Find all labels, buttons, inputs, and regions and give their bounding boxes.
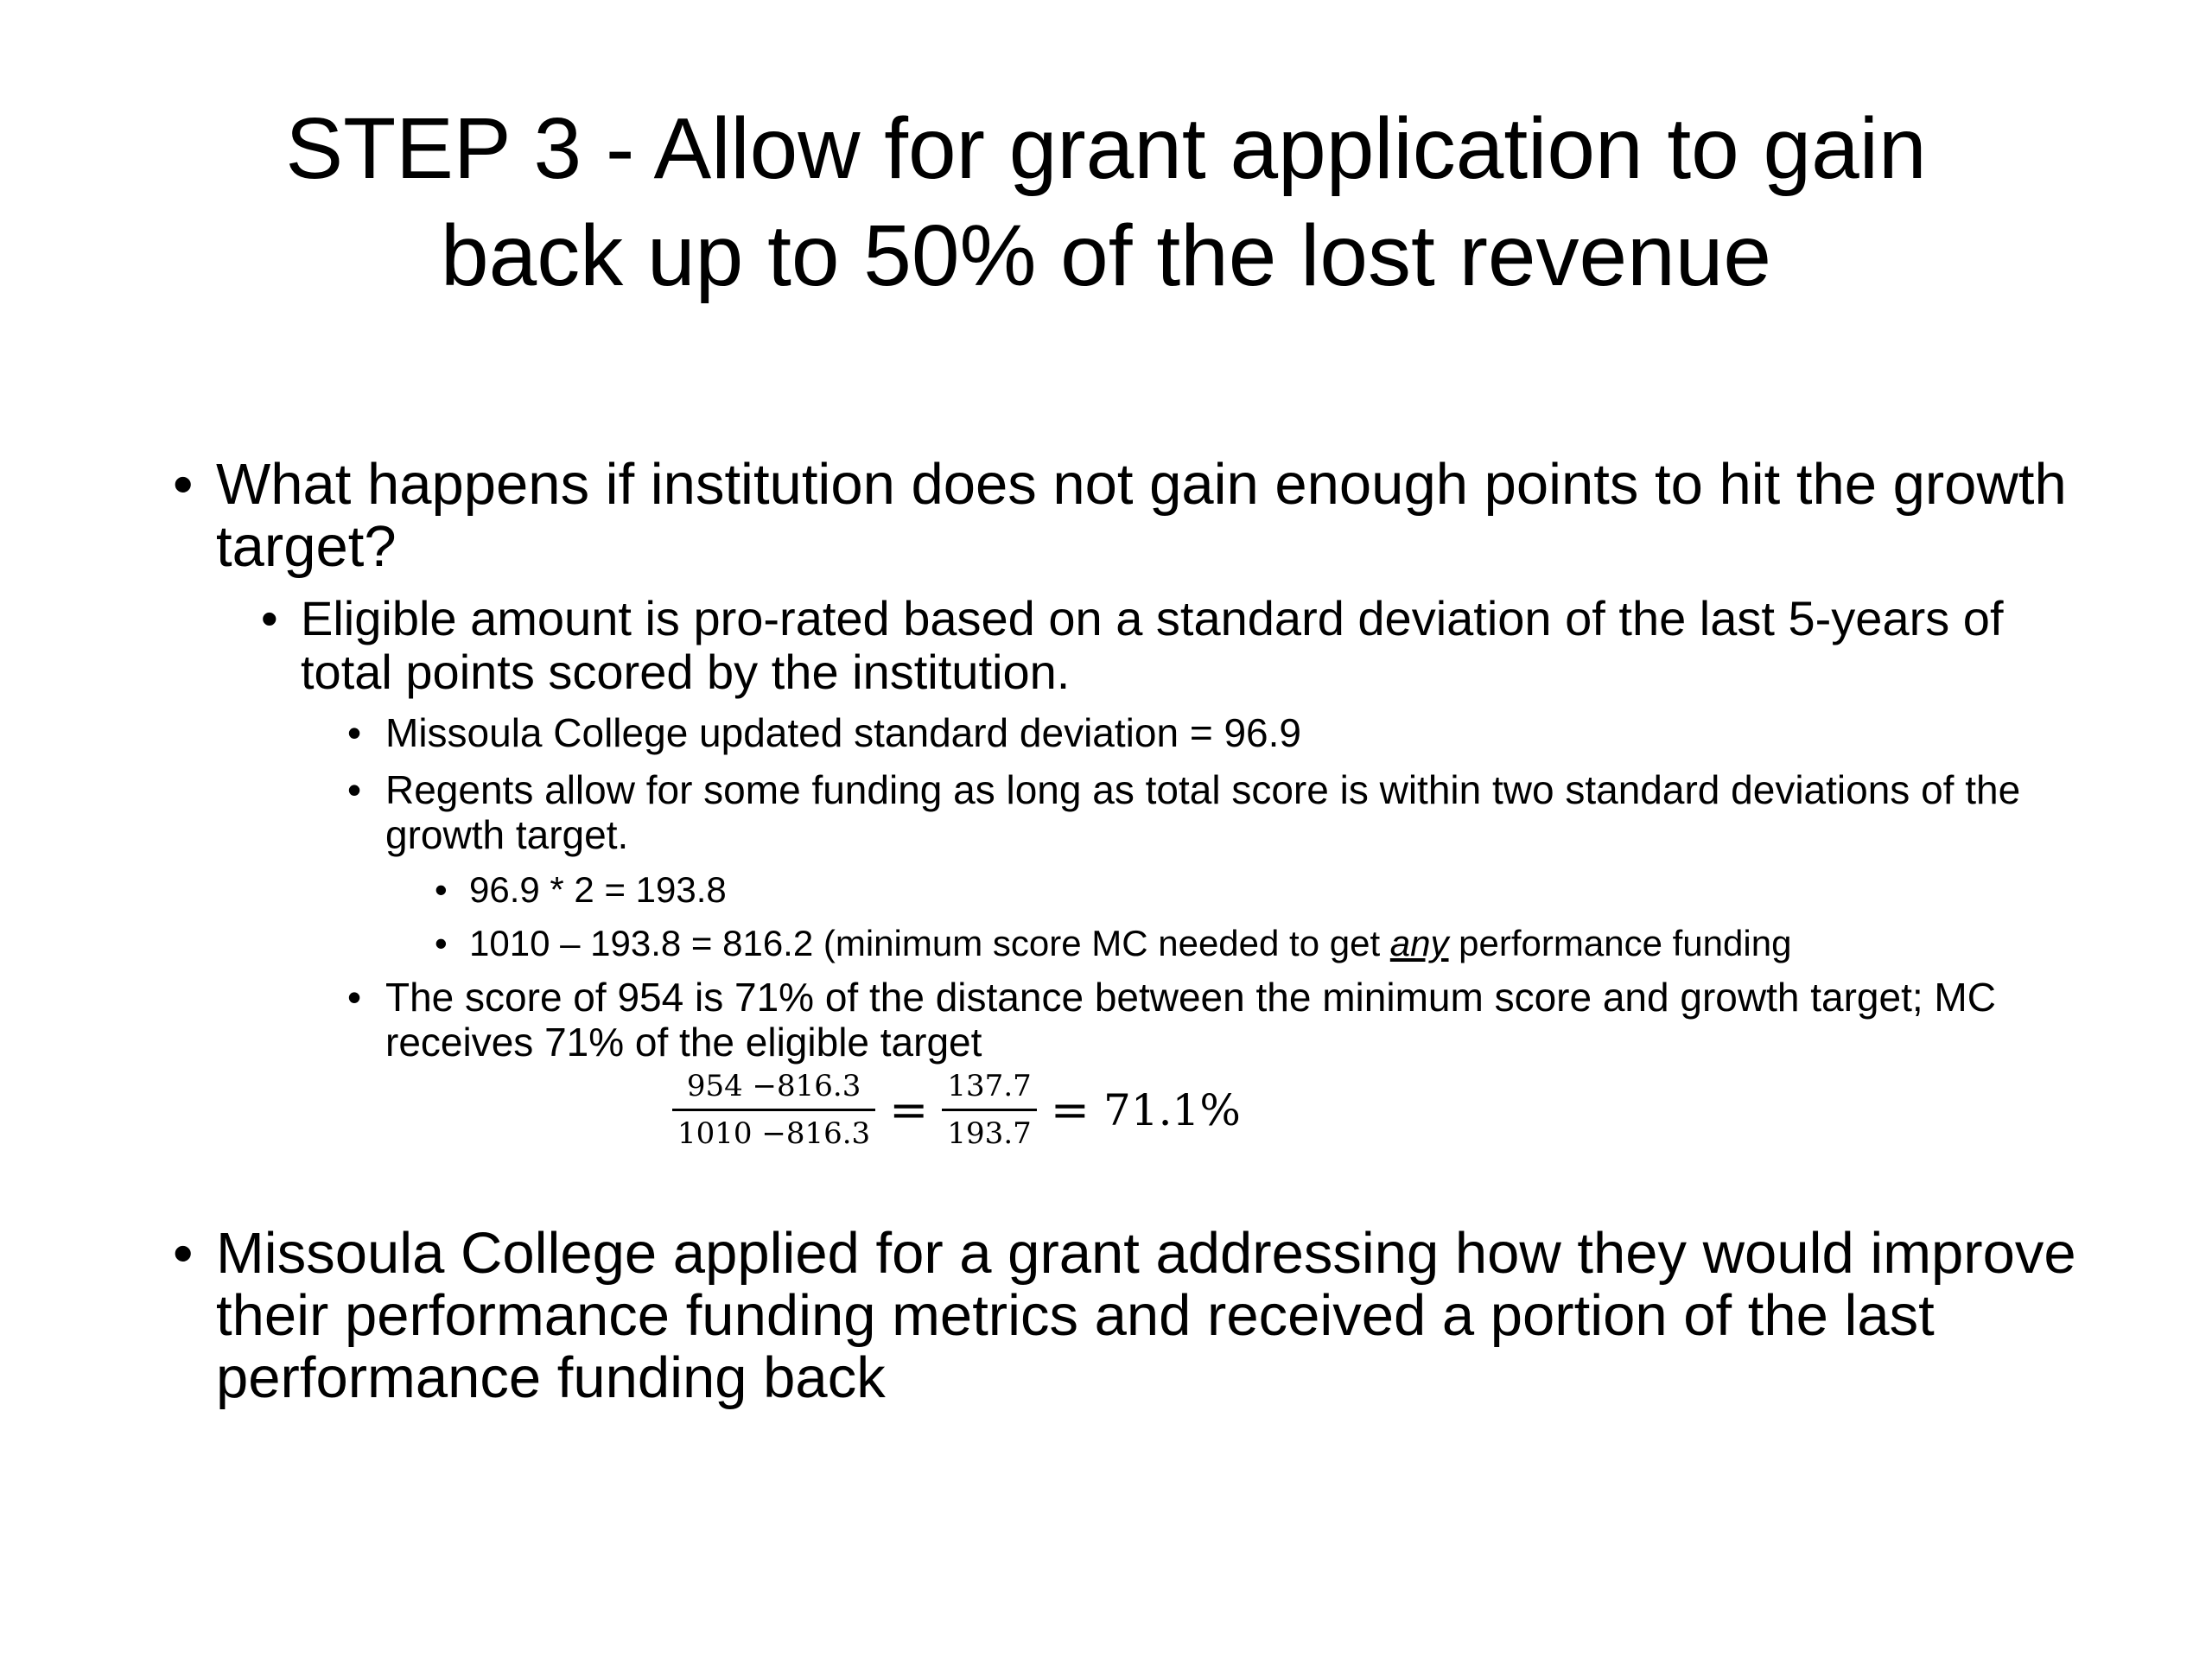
title-line-2: back up to 50% of the lost revenue: [441, 207, 1771, 304]
bullet-level4-double-deviation: [435, 868, 2094, 912]
bullet-text: Missoula College applied for a grant addressing how they would improve their performance funding metrics and received a portion of the last performance funding back: [216, 1221, 2076, 1410]
equals-sign: =: [1050, 1083, 1090, 1137]
slide-title: [138, 95, 2074, 309]
fraction-1-numerator: 954 −816.3: [686, 1069, 861, 1103]
bullet-level3-score-distance: [347, 975, 2096, 1065]
bullet-text-before: 1010 – 193.8 = 816.2 (minimum score MC needed to get: [469, 923, 1390, 963]
bullet-level4-minimum-score: [435, 921, 2111, 966]
bullet-dot: •: [435, 869, 448, 910]
bullet-text: What happens if institution does not gain enough points to hit the growth target?: [216, 452, 2067, 579]
bullet-text: Missoula College updated standard deviation = 96.9: [385, 710, 1301, 755]
bullet-dot: •: [347, 710, 362, 755]
bullet-text: Eligible amount is pro-rated based on a standard deviation of the last 5-years of total points scored by the institution.: [301, 591, 2004, 699]
bullet-dot: •: [435, 923, 448, 963]
bullet-text: 96.9 * 2 = 193.8: [469, 869, 727, 910]
bullet-text-after: performance funding: [1448, 923, 1792, 963]
bullet-dot: •: [261, 591, 278, 645]
equation: [672, 1067, 1241, 1153]
bullet-level2-eligible-amount: [261, 591, 2081, 699]
bullet-level3-regents: [347, 767, 2096, 857]
bullet-text: Regents allow for some funding as long as total score is within two standard deviations of the growth target.: [385, 767, 2021, 857]
fraction-2-numerator: 137.7: [947, 1069, 1032, 1103]
fraction-bar: [942, 1109, 1036, 1111]
bullet-dot: •: [347, 975, 362, 1020]
fraction-2: [942, 1067, 1036, 1153]
fraction-1: [672, 1067, 875, 1153]
equation-result: 71.1%: [1103, 1084, 1241, 1135]
bullet-dot: •: [173, 1221, 194, 1286]
bullet-text: The score of 954 is 71% of the distance between the minimum score and growth target; MC receives 71% of the eligible target: [385, 975, 1996, 1065]
bullet-level3-std-deviation: [347, 710, 2096, 755]
fraction-bar: [672, 1109, 875, 1111]
bullet-dot: •: [347, 767, 362, 812]
fraction-2-denominator: 193.7: [947, 1116, 1032, 1151]
equals-sign: =: [889, 1083, 929, 1137]
bullet-level1-grant: [173, 1221, 2117, 1410]
title-line-1: STEP 3 - Allow for grant application to gain: [285, 100, 1927, 197]
bullet-level1-question: [173, 452, 2117, 579]
bullet-dot: •: [173, 452, 194, 517]
fraction-1-denominator: 1010 −816.3: [677, 1116, 871, 1151]
bullet-text-emphasis: any: [1389, 923, 1449, 963]
